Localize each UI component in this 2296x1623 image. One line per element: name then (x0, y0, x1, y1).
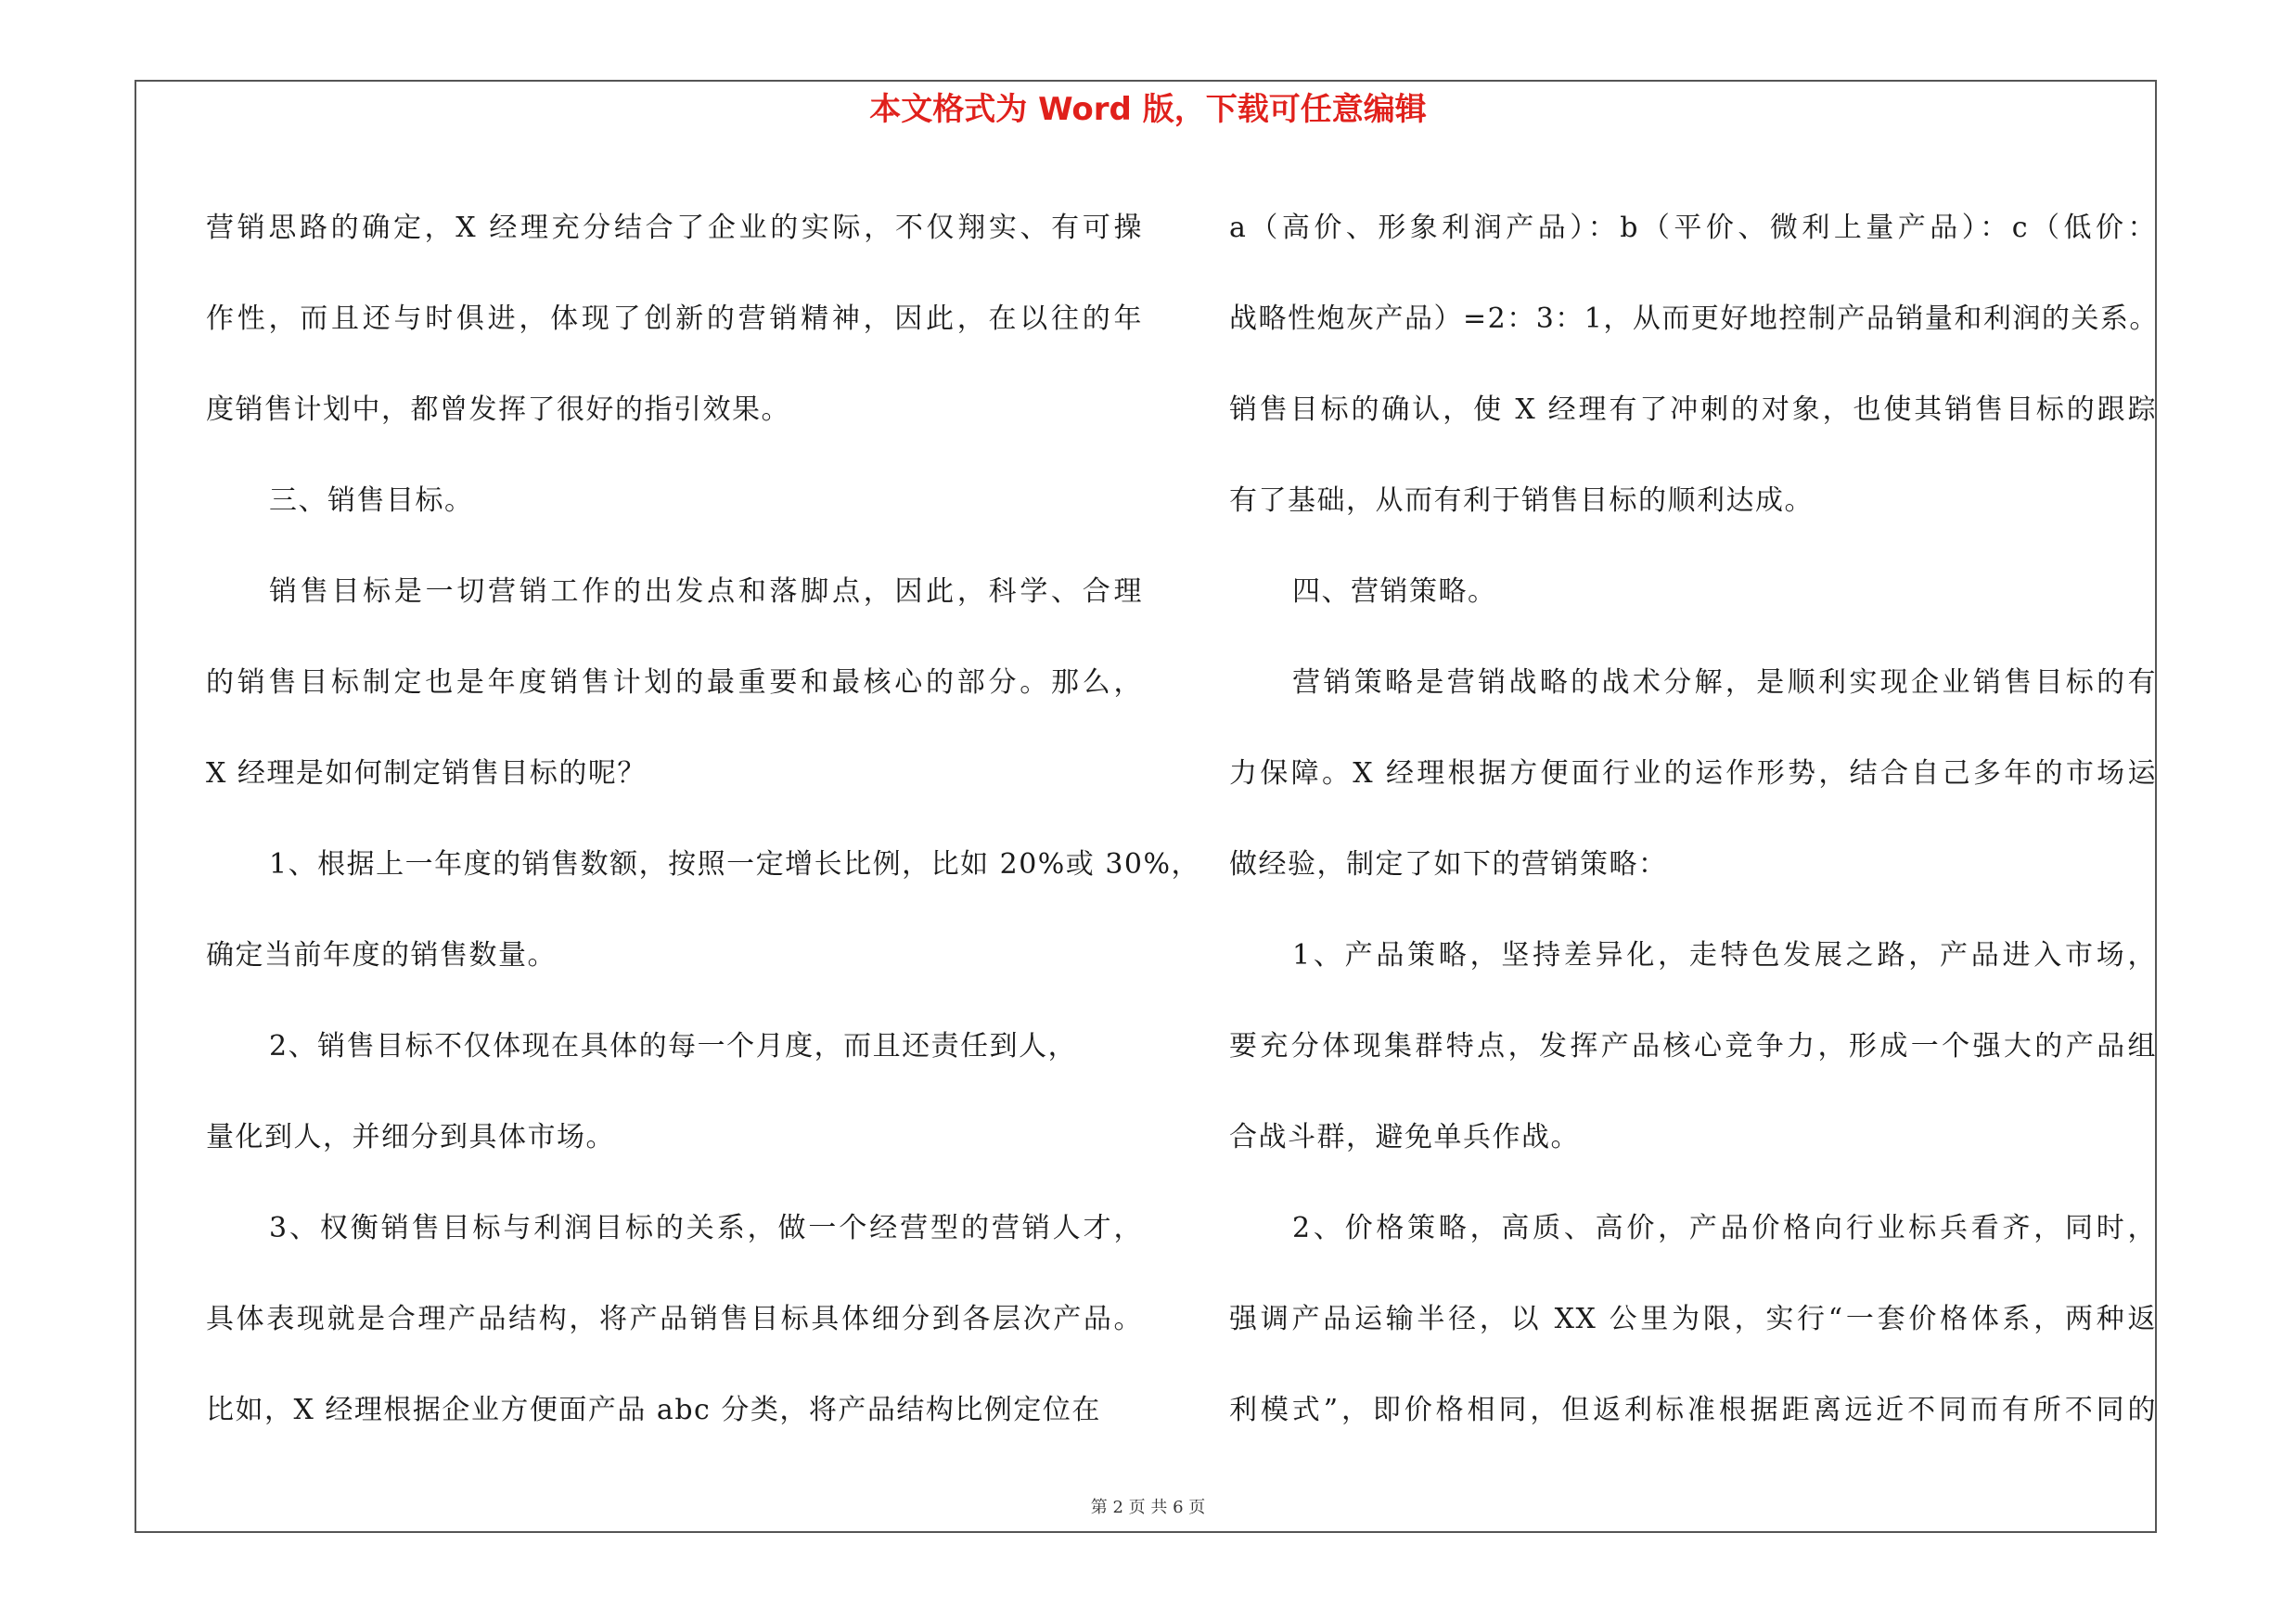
text-line: 2、销售目标不仅体现在具体的每一个月度，而且还责任到人， (269, 1030, 1078, 1063)
format-notice: 本文格式为 Word 版，下载可任意编辑 (869, 91, 1427, 128)
text-line: 合战斗群，避免单兵作战。 (1229, 1121, 1580, 1153)
text-line: 利模式”，即价格相同，但返利标准根据距离远近不同而有所不同的 (1229, 1394, 2157, 1426)
text-line: 的销售目标制定也是年度销售计划的最重要和最核心的部分。那么， (206, 666, 1143, 699)
text-line: 战略性炮灰产品）=2：3：1，从而更好地控制产品销量和利润的关系。 (1229, 303, 2159, 335)
text-line: 强调产品运输半径，以 XX 公里为限，实行“一套价格体系，两种返 (1229, 1303, 2157, 1335)
text-line: 销售目标是一切营销工作的出发点和落脚点，因此，科学、合理 (269, 575, 1143, 608)
text-line: a（高价、形象利润产品）：b（平价、微利上量产品）：c（低价： (1229, 212, 2157, 244)
text-line: 四、营销策略。 (1292, 575, 1497, 608)
text-line: 做经验，制定了如下的营销策略： (1229, 848, 1668, 881)
text-line: 营销策略是营销战略的战术分解，是顺利实现企业销售目标的有 (1292, 666, 2157, 699)
text-line: 作性，而且还与时俱进，体现了创新的营销精神，因此，在以往的年 (206, 303, 1143, 335)
text-line: 要充分体现集群特点，发挥产品核心竞争力，形成一个强大的产品组 (1229, 1030, 2157, 1063)
right-column (1229, 183, 2157, 1456)
text-line: 1、根据上一年度的销售数额，按照一定增长比例，比如 20%或 30%， (269, 848, 1201, 881)
text-line: 3、权衡销售目标与利润目标的关系，做一个经营型的营销人才， (269, 1212, 1143, 1244)
text-line: 度销售计划中，都曾发挥了很好的指引效果。 (206, 393, 790, 426)
text-line: 力保障。X 经理根据方便面行业的运作形势，结合自己多年的市场运 (1229, 757, 2157, 790)
text-line: 营销思路的确定，X 经理充分结合了企业的实际，不仅翔实、有可操 (206, 212, 1143, 244)
text-line: 有了基础，从而有利于销售目标的顺利达成。 (1229, 484, 1814, 517)
text-line: X 经理是如何制定销售目标的呢？ (206, 757, 647, 790)
text-line: 量化到人，并细分到具体市场。 (206, 1121, 615, 1153)
text-line: 比如，X 经理根据企业方便面产品 abc 分类，将产品结构比例定位在 (206, 1394, 1101, 1426)
text-line: 确定当前年度的销售数量。 (206, 939, 557, 972)
text-line: 2、价格策略，高质、高价，产品价格向行业标兵看齐，同时， (1292, 1212, 2157, 1244)
text-line: 三、销售目标。 (269, 484, 474, 517)
text-line: 1、产品策略，坚持差异化，走特色发展之路，产品进入市场， (1292, 939, 2157, 972)
text-line: 销售目标的确认，使 X 经理有了冲刺的对象，也使其销售目标的跟踪 (1229, 393, 2157, 426)
left-column (206, 183, 1201, 1456)
text-line: 具体表现就是合理产品结构，将产品销售目标具体细分到各层次产品。 (206, 1303, 1143, 1335)
page-footer: 第 2 页 共 6 页 (1090, 1498, 1206, 1517)
